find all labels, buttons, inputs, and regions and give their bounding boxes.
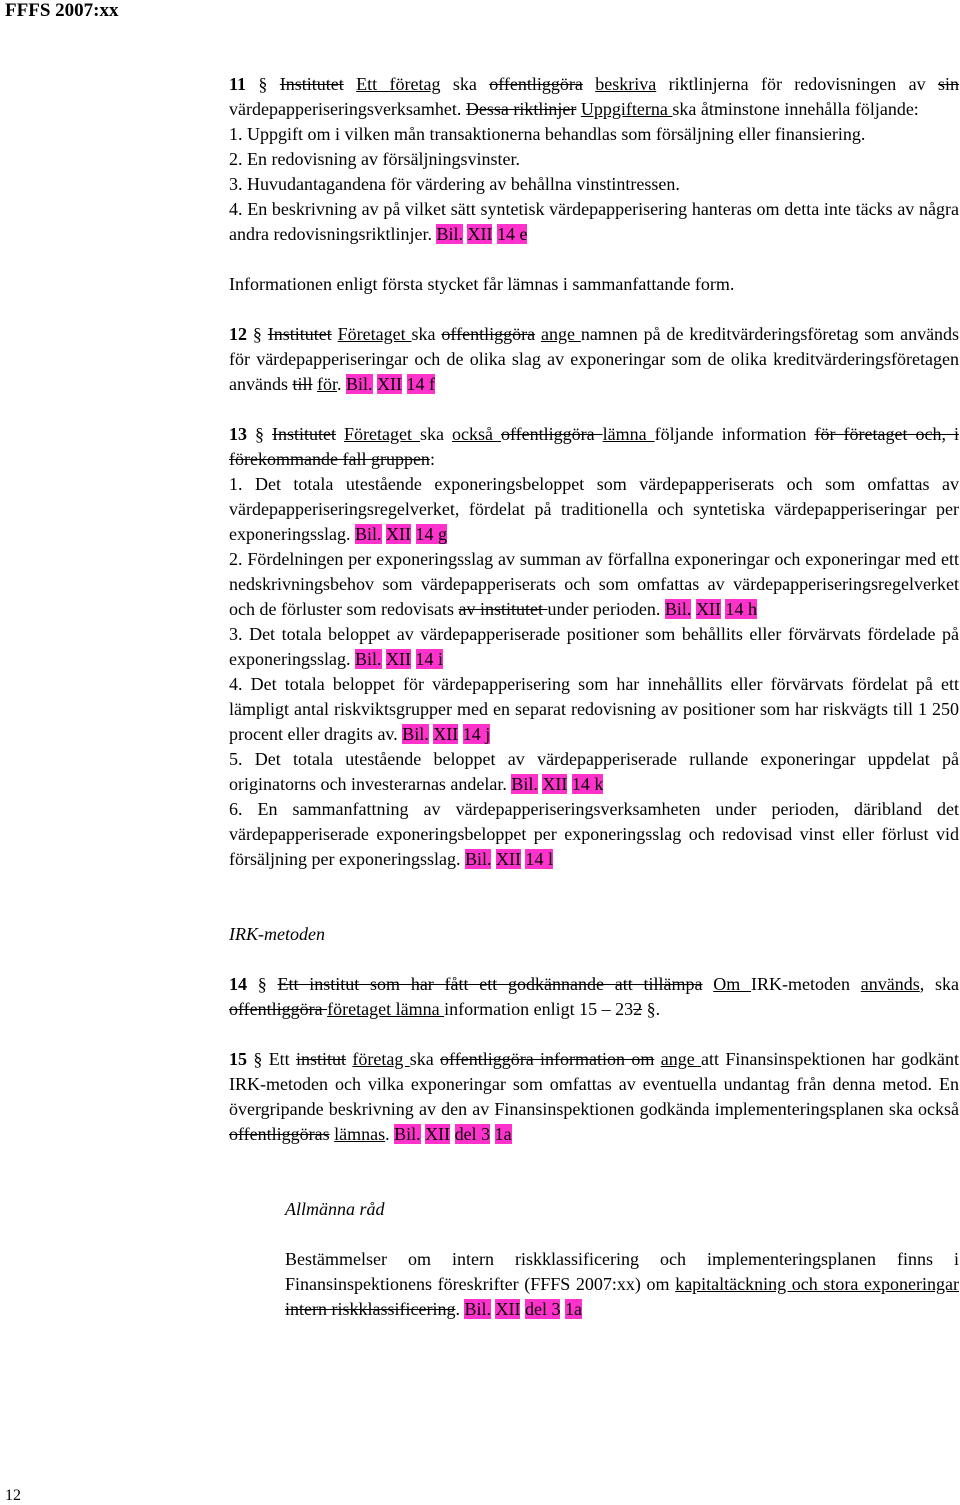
inserted-text: Företaget [337,324,412,344]
body-text: §. [646,999,661,1019]
inserted-text: lämnas [334,1124,386,1144]
body-text: följande information [654,424,807,444]
section-13 [229,422,959,472]
reference-highlight: Bil. [464,1299,491,1319]
list-item [229,797,959,872]
section-11 [229,72,959,122]
body-text: , ska [919,974,960,994]
reference-highlight: Bil. [664,599,692,619]
inserted-text: kapitaltäckning och stora exponeringar [675,1274,959,1294]
inserted-text: också [451,424,501,444]
inserted-text: Ett företag [356,74,441,94]
deleted-text: Institutet [267,324,332,344]
list-item: 2. En redovisning av försäljningsvinster. [229,149,520,169]
reference-highlight: Bil. [511,774,538,794]
list-item [229,472,959,547]
section-number: 12 [229,324,247,344]
document-body [229,72,959,1322]
reference-highlight: 14 i [415,649,444,669]
reference-highlight: 14 h [725,599,757,619]
reference-highlight: Bil. [436,224,463,244]
reference-highlight: Bil. [402,724,429,744]
deleted-text: Institutet [279,74,344,94]
deleted-text: offentliggöra [229,999,328,1019]
inserted-text: lämna [602,424,655,444]
reference-highlight: XII [433,724,459,744]
inserted-text: Företaget [344,424,420,444]
document-header-title: FFFS 2007:xx [5,0,119,21]
reference-highlight: XII [695,599,721,619]
list-item: 1. Uppgift om i vilken mån transaktionerna behandlas som försäljning eller finansiering. [229,124,866,144]
deleted-text: Ett institut som har fått ett godkännande att tillämpa [277,974,703,994]
body-text: ska åtminstone innehålla följande: [672,99,919,119]
body-text: 4. En beskrivning av på vilket sätt syntetisk värdepapperisering hanteras om detta inte täcks av några andra redovisningsriktlinjer. [229,199,959,244]
body-text: namnen på de kreditvärderingsföretag som används för värdepapperiseringar och de olika slag av exponeringar som de olika kreditvärderingsföretagen används [229,324,960,394]
reference-highlight: 1a [564,1299,582,1319]
section-mark: § [257,974,267,994]
body-text: IRK-metoden [751,974,851,994]
deleted-text: offentliggöra [489,74,583,94]
reference-highlight: XII [386,524,411,544]
deleted-text: offentliggöra information om [440,1049,655,1069]
reference-highlight: 14 k [571,774,604,794]
section-15: 15 § Ett institut företag ska offentliggöra information om ange att Finansinspektionen har godkänt IRK-metoden och vilka exponeringar som omfattas av eventuella undantag från denna metod. En övergripande beskrivning av den av Finansinspektionen godkända implementeringsplanen ska också offentliggöras lämnas. Bil. XII del 3 1a [229,1049,960,1144]
body-text: ska [419,424,444,444]
body-text: ska [411,324,436,344]
deleted-text: offentliggöra [441,324,536,344]
general-advice [285,1197,959,1322]
deleted-text: offentliggöra [500,424,603,444]
deleted-text: 2 [633,999,643,1019]
inserted-text: ange [660,1049,702,1069]
section-number: 15 [229,1049,247,1069]
reference-highlight: 14 g [415,524,447,544]
body-text: 5. Det totala utestående beloppet av värdepapperiserade rullande exponeringar uppdelat på originatorns och investerarnas andelar. [229,749,959,794]
body-text: 4. Det totala beloppet för värdepapperisering som har innehållits eller förvärvats fördelat på ett lämpligt antal riskviktsgrupper med en separat redovisning av positioner som har riskvägts till 1 250 procent eller dragits av. [229,674,959,744]
body-text: 6. En sammanfattning av värdepapperiseringsverksamheten under perioden, däribland det värdepapperiserade exponeringsbeloppet per exponeringsslag och redovisad vinst eller förlust vid försäljning per exponeringsslag. [229,799,959,869]
section-11-note: Informationen enligt första stycket får lämnas i sammanfattande form. [229,274,735,294]
list-item [229,197,959,247]
section-mark: § [252,324,262,344]
reference-highlight: Bil. [394,1124,421,1144]
inserted-text: används [860,974,920,994]
reference-highlight: Bil. [354,524,382,544]
deleted-text: för företaget och, i förekommande fall gruppen [229,424,959,469]
reference-highlight: 14 f [406,374,436,394]
reference-highlight: XII [386,649,411,669]
inserted-text: företaget lämna [327,999,445,1019]
reference-highlight: Bil. [354,649,382,669]
list-item [229,547,959,622]
reference-highlight: del 3 [454,1124,491,1144]
inserted-text: företag [352,1049,410,1069]
body-text: 2. Fördelningen per exponeringsslag av summan av förfallna exponeringar och exponeringar med ett nedskrivningsbehov som värdepapperiserats och som omfattas av värdepapperiseringsregelverket och de förluster som redovisats [229,549,959,619]
reference-highlight: XII [425,1124,451,1144]
inserted-text: Uppgifterna [580,99,673,119]
deleted-text: Dessa riktlinjer [465,99,577,119]
reference-highlight: del 3 [524,1299,561,1319]
section-number: 14 [229,974,247,994]
inserted-text: beskriva [595,74,657,94]
general-advice-heading: Allmänna råd [285,1199,385,1219]
reference-highlight: 1a [494,1124,512,1144]
body-text: ska [409,1049,434,1069]
deleted-text: institut [296,1049,347,1069]
reference-highlight: 14 j [462,724,491,744]
deleted-text: offentliggöras [229,1124,330,1144]
section-number: 13 [229,424,247,444]
body-text: ska [452,74,477,94]
body-text: 3. Det totala beloppet av värdepapperiserade positioner som behållits eller förvärvats fördelade på exponeringsslag. [229,624,959,669]
reference-highlight: XII [377,374,403,394]
reference-highlight: XII [467,224,493,244]
reference-highlight: Bil. [346,374,373,394]
deleted-text: till [292,374,313,394]
body-text: värdepapperiseringsverksamhet. [229,99,462,119]
section-heading-irk: IRK-metoden [229,924,325,944]
section-number: 11 [229,74,247,94]
list-item [229,622,959,672]
reference-highlight: Bil. [464,849,492,869]
body-text: Bestämmelser om intern riskklassificering och implementeringsplanen finns i Finansinspektionens föreskrifter (FFFS 2007:xx) om [285,1249,959,1294]
section-14 [229,972,959,1022]
deleted-text: Institutet [272,424,336,444]
page-number: 12 [5,1487,21,1504]
body-text: Ett [268,1049,290,1069]
body-text: under perioden. [547,599,661,619]
reference-highlight: XII [495,1299,521,1319]
body-text: att Finansinspektionen har godkänt IRK-metoden och vilka exponeringar som omfattas av eventuella undantag från denna metod. En övergripande beskrivning av den av Finansinspektionen godkända implementeringsplanen ska också [229,1049,960,1119]
body-text: information enligt 15 – 23 [444,999,634,1019]
inserted-text: för [317,374,337,394]
reference-highlight: 14 l [525,849,553,869]
list-item [229,747,959,797]
inserted-text: Om [713,974,752,994]
reference-highlight: XII [495,849,521,869]
section-12: 12 § Institutet Företaget ska offentliggöra ange namnen på de kreditvärderingsföretag som används för värdepapperiseringar och de olika slag av exponeringar som de olika kreditvärderingsföretagen används till för. Bil. XII 14 f [229,324,960,394]
list-item [229,672,959,747]
body-text: riktlinjerna för redovisningen av [668,74,926,94]
section-mark: § [255,424,264,444]
body-text: : [429,449,435,469]
section-mark: § [253,1049,263,1069]
deleted-text: sin [938,74,960,94]
deleted-text: av institutet [458,599,548,619]
general-advice-text: Bestämmelser om intern riskklassificering och implementeringsplanen finns i Finansinspektionens föreskrifter (FFFS 2007:xx) om kapitaltäckning och stora exponeringar intern riskklassificering. Bil. XII del 3 1a [285,1249,959,1319]
deleted-text: intern riskklassificering [285,1299,456,1319]
list-item: 3. Huvudantagandena för värdering av behållna vinstintressen. [229,174,680,194]
reference-highlight: XII [542,774,568,794]
section-mark: § [258,74,268,94]
body-text: 1. Det totala utestående exponeringsbeloppet som värdepapperiserats och som omfattas av värdepapperiseringsregelverket, fördelat på traditionella och syntetiska värdepapperiseringar per exponeringsslag. [229,474,959,544]
inserted-text: ange [540,324,581,344]
reference-highlight: 14 e [496,224,528,244]
